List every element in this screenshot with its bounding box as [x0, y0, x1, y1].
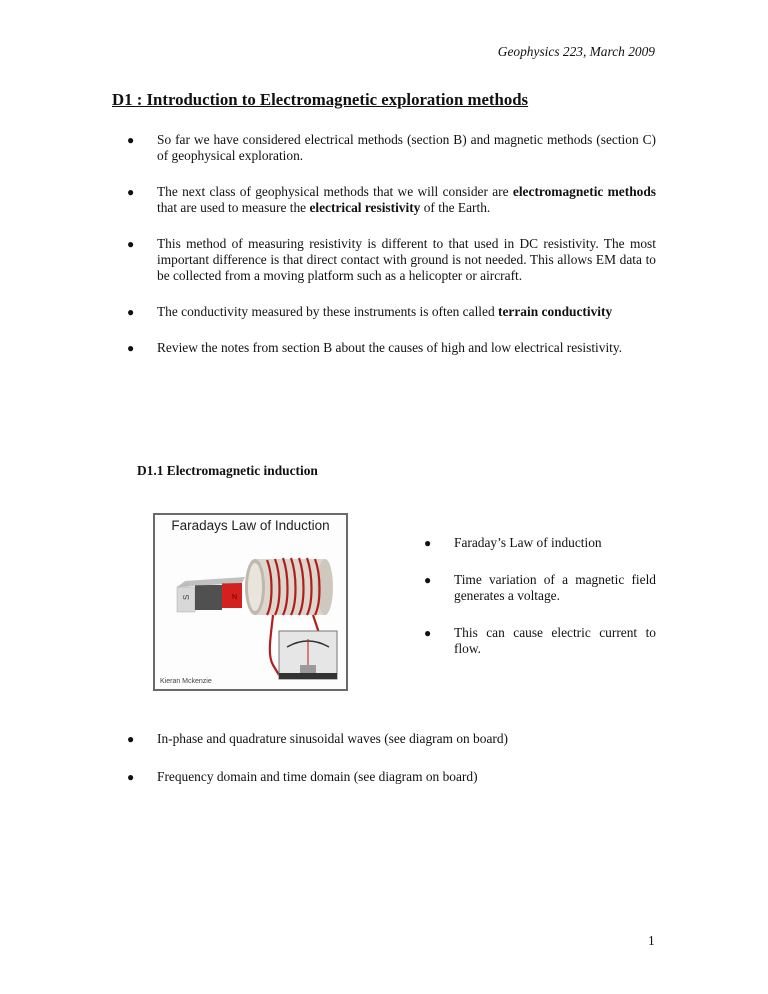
list-item: ● The conductivity measured by these instruments is often called terrain conductivity — [127, 304, 613, 319]
section-heading: D1.1 Electromagnetic induction — [137, 463, 318, 478]
emphasis-electrical-resistivity: electrical resistivity — [309, 200, 421, 215]
induction-diagram-icon — [155, 515, 346, 689]
page-number: 1 — [648, 933, 655, 948]
list-item: ● In-phase and quadrature sinusoidal waves (see diagram on board) — [127, 731, 509, 746]
bullet-icon: ● — [127, 305, 135, 319]
induction-bullet-list — [420, 535, 656, 678]
course-date-header: Geophysics 223, March 2009 — [497, 44, 655, 59]
list-item: ● The next class of geophysical methods that we will consider are electromagnetic methods that are used to measure the electrical resistivity of the Earth. — [127, 184, 657, 215]
wave-bullet-list — [123, 731, 656, 807]
bullet-icon: ● — [127, 341, 135, 355]
intro-bullet-list — [123, 132, 656, 376]
svg-text:N: N — [232, 594, 238, 601]
page-title: D1 : Introduction to Electromagnetic exploration methods — [112, 90, 529, 109]
list-item: ● Frequency domain and time domain (see diagram on board) — [127, 769, 478, 784]
list-item: ● Time variation of a magnetic field generates a voltage. — [424, 572, 656, 603]
list-item: ● This method of measuring resistivity is different to that used in DC resistivity. The most important difference is that direct contact with ground is not needed. This allows EM data to be collected from a moving platform such as a helicopter or aircraft. — [127, 236, 656, 283]
bullet-icon: ● — [127, 237, 135, 251]
bullet-icon: ● — [127, 770, 135, 784]
figure-title: Faradays Law of Induction — [171, 518, 330, 533]
emphasis-terrain-conductivity: terrain conductivity — [498, 304, 613, 319]
bullet-icon: ● — [424, 536, 432, 550]
bullet-icon: ● — [127, 732, 135, 746]
emphasis-electromagnetic-methods: electromagnetic methods — [512, 184, 657, 199]
faraday-induction-figure — [153, 513, 348, 691]
bullet-icon: ● — [127, 133, 135, 147]
list-item: ● Review the notes from section B about the causes of high and low electrical resistivity. — [127, 340, 623, 355]
list-item: ● So far we have considered electrical methods (section B) and magnetic methods (section C) of geophysical exploration. — [127, 132, 656, 163]
list-item: ● This can cause electric current to flow. — [424, 625, 656, 656]
bullet-icon: ● — [127, 185, 135, 199]
figure-credit: Kieran Mckenzie — [160, 678, 212, 685]
bullet-icon: ● — [424, 626, 432, 640]
bullet-icon: ● — [424, 573, 432, 587]
list-item: ● Faraday’s Law of induction — [424, 535, 602, 550]
svg-text:S: S — [182, 594, 191, 600]
